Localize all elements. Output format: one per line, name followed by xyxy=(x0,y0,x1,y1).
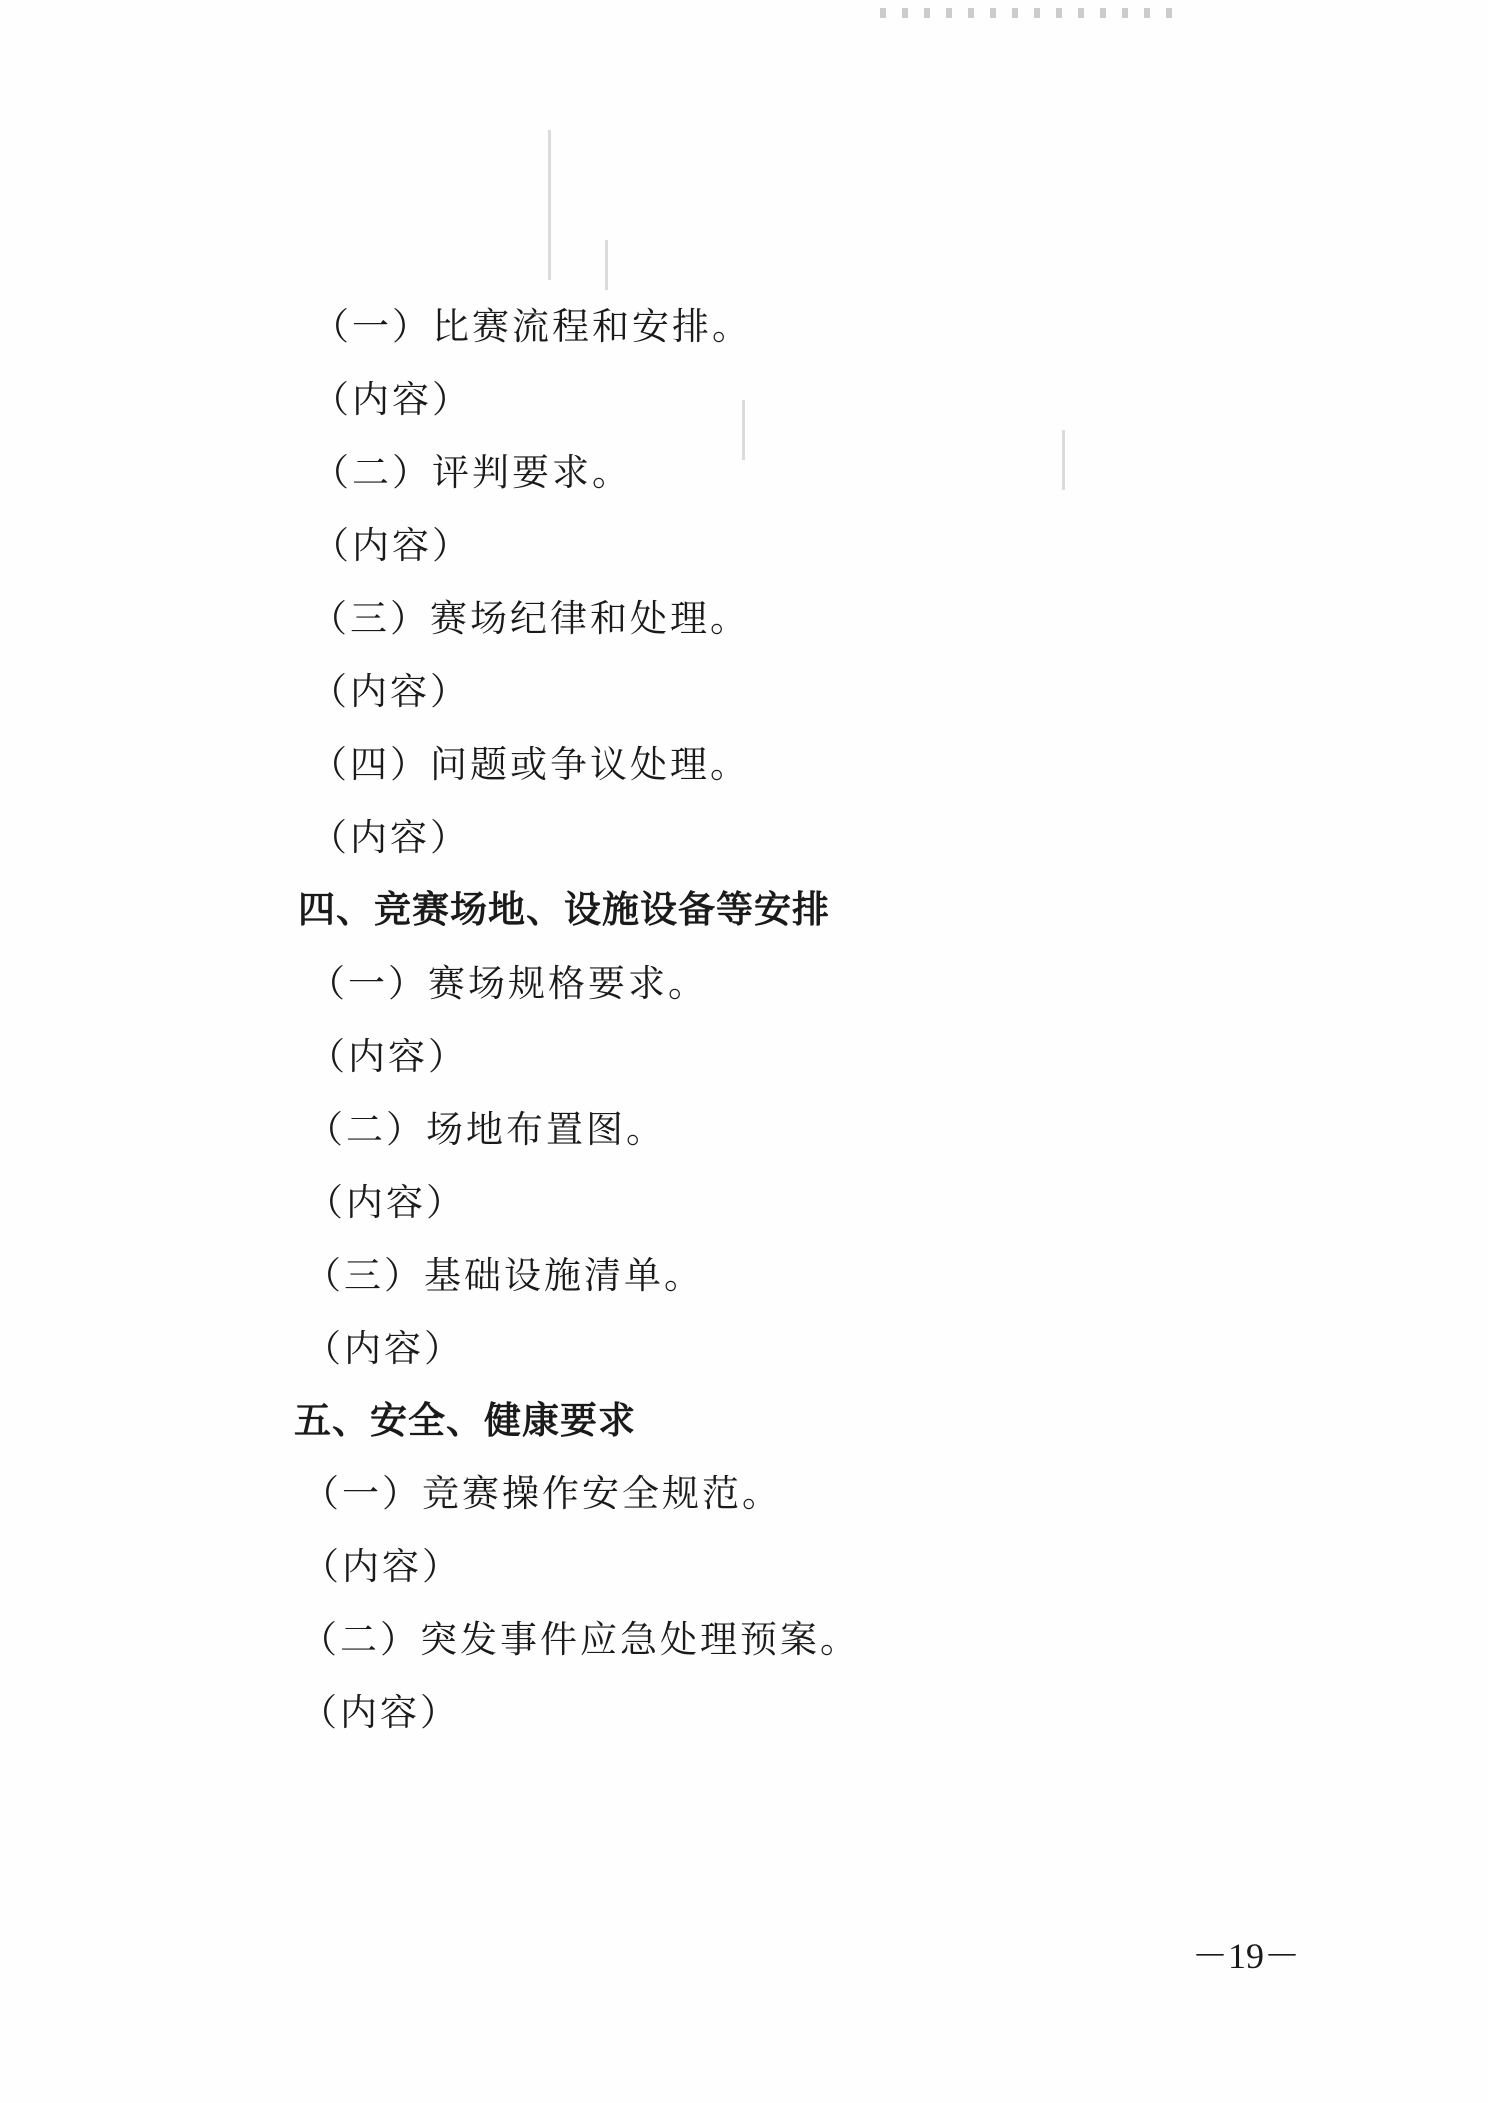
section-heading: 五、安全、健康要求 xyxy=(294,1399,636,1442)
subsection-heading: （三）赛场纪律和处理。 xyxy=(310,597,750,640)
subsection-heading: （一）赛场规格要求。 xyxy=(308,962,708,1005)
content-placeholder: （内容） xyxy=(300,1691,460,1734)
subsection-heading: （一）比赛流程和安排。 xyxy=(312,305,752,348)
content-placeholder: （内容） xyxy=(302,1545,462,1588)
subsection-heading: （四）问题或争议处理。 xyxy=(310,743,750,786)
content-placeholder: （内容） xyxy=(308,1035,468,1078)
content-placeholder: （内容） xyxy=(312,378,472,421)
subsection-heading: （三）基础设施清单。 xyxy=(304,1254,704,1297)
page-number: －19－ xyxy=(1192,1936,1301,1976)
content-placeholder: （内容） xyxy=(306,1181,466,1224)
content-placeholder: （内容） xyxy=(310,670,470,713)
section-heading: 四、竞赛场地、设施设备等安排 xyxy=(298,888,830,931)
content-placeholder: （内容） xyxy=(312,524,472,567)
subsection-heading: （二）突发事件应急处理预案。 xyxy=(300,1618,860,1661)
subsection-heading: （二）场地布置图。 xyxy=(306,1108,666,1151)
subsection-heading: （一）竞赛操作安全规范。 xyxy=(302,1472,782,1515)
content-placeholder: （内容） xyxy=(310,816,470,859)
content-placeholder: （内容） xyxy=(304,1327,464,1370)
subsection-heading: （二）评判要求。 xyxy=(312,451,632,494)
